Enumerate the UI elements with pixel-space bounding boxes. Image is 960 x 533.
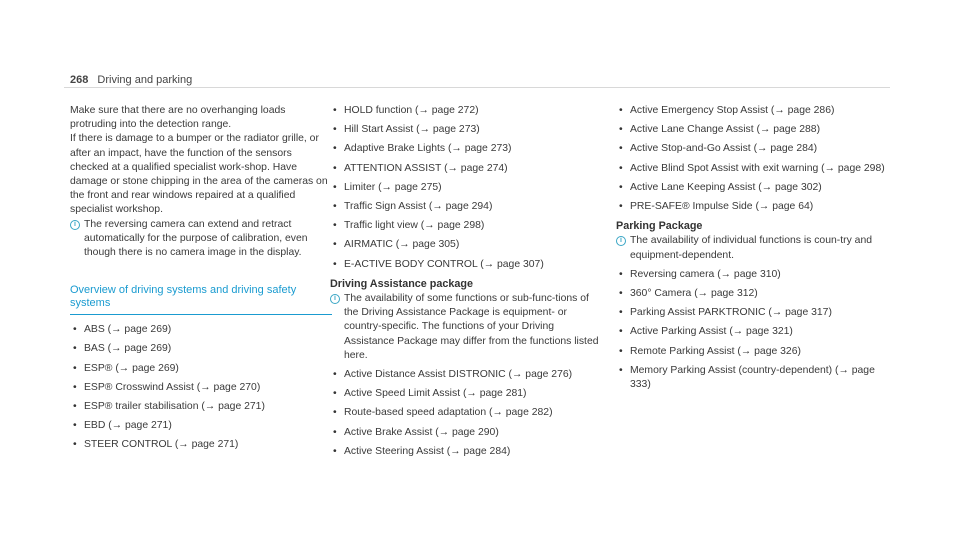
header-divider [64,87,890,88]
list-item: • Reversing camera (→ page 310) [616,268,886,282]
page-section-title: Driving and parking [97,74,193,86]
systems-list [70,323,332,452]
systems-list [330,104,600,272]
driving-assistance-list [330,368,600,459]
parking-package-list [616,268,886,392]
info-note [330,292,600,363]
list-item: • Memory Parking Assist (country-dependent) (→ page 333) [616,364,886,392]
list-item: • Active Lane Keeping Assist (→ page 302) [616,181,886,195]
page-number: 268 [70,74,89,86]
list-item: • Active Brake Assist (→ page 290) [330,426,600,440]
list-item: • ABS (→ page 269) [70,323,332,337]
info-icon: i [616,236,626,246]
section-heading: Overview of driving systems and driving safety systems [70,284,332,315]
list-item: • Active Lane Change Assist (→ page 288) [616,123,886,137]
list-item: • ESP® Crosswind Assist (→ page 270) [70,381,332,395]
list-item: • ESP® trailer stabilisation (→ page 271) [70,400,332,414]
list-item: • Traffic Sign Assist (→ page 294) [330,200,600,214]
list-item: • Hill Start Assist (→ page 273) [330,123,600,137]
subsection-heading: Driving Assistance package [330,277,474,290]
paragraph: If there is damage to a bumper or the radiator grille, or after an impact, have the function of the sensors checked at a qualified specialist work-shop. Have damage or stone chipping in the area of the cameras on the front and rear windows repaired at a qualified specialist workshop. [70,133,328,216]
note-text: The reversing camera can extend and retract automatically for the purpose of calibration, even though there is no camera image in the display. [84,218,308,259]
column-left [70,104,332,458]
list-item: • Adaptive Brake Lights (→ page 273) [330,142,600,156]
list-item: • ATTENTION ASSIST (→ page 274) [330,162,600,176]
paragraph: Make sure that there are no overhanging loads protruding into the detection range. [70,105,286,131]
list-item: • Parking Assist PARKTRONIC (→ page 317) [616,306,886,320]
list-item: • Active Stop-and-Go Assist (→ page 284) [616,142,886,156]
page-header [70,74,192,86]
column-right [616,104,886,397]
list-item: • Active Emergency Stop Assist (→ page 286) [616,104,886,118]
list-item: • Route-based speed adaptation (→ page 282) [330,406,600,420]
info-icon: i [70,220,80,230]
list-item: • STEER CONTROL (→ page 271) [70,438,332,452]
column-middle [330,104,600,464]
list-item: • PRE-SAFE® Impulse Side (→ page 64) [616,200,886,214]
list-item: • Active Parking Assist (→ page 321) [616,325,886,339]
list-item: • E-ACTIVE BODY CONTROL (→ page 307) [330,258,600,272]
list-item: • Limiter (→ page 275) [330,181,600,195]
list-item: • AIRMATIC (→ page 305) [330,238,600,252]
info-icon: i [330,294,340,304]
list-item: • BAS (→ page 269) [70,342,332,356]
list-item: • Active Distance Assist DISTRONIC (→ page 276) [330,368,600,382]
systems-list [616,104,886,214]
list-item: • Active Steering Assist (→ page 284) [330,445,600,459]
subsection-heading: Parking Package [616,220,703,233]
list-item: • Traffic light view (→ page 298) [330,219,600,233]
list-item: • Active Blind Spot Assist with exit warning (→ page 298) [616,162,886,176]
list-item: • EBD (→ page 271) [70,419,332,433]
list-item: • Remote Parking Assist (→ page 326) [616,345,886,359]
list-item: • HOLD function (→ page 272) [330,104,600,118]
info-note [70,218,332,261]
note-text: The availability of individual functions is coun-try and equipment-dependent. [630,235,872,261]
list-item: • 360° Camera (→ page 312) [616,287,886,301]
list-item: • Active Speed Limit Assist (→ page 281) [330,387,600,401]
list-item: • ESP® (→ page 269) [70,362,332,376]
note-text: The availability of some functions or sub-func-tions of the Driving Assistance Package is equipment- or country-specific. The functions of your Driving Assistance Package may differ from the functions listed here. [344,293,599,361]
info-note [616,234,886,262]
